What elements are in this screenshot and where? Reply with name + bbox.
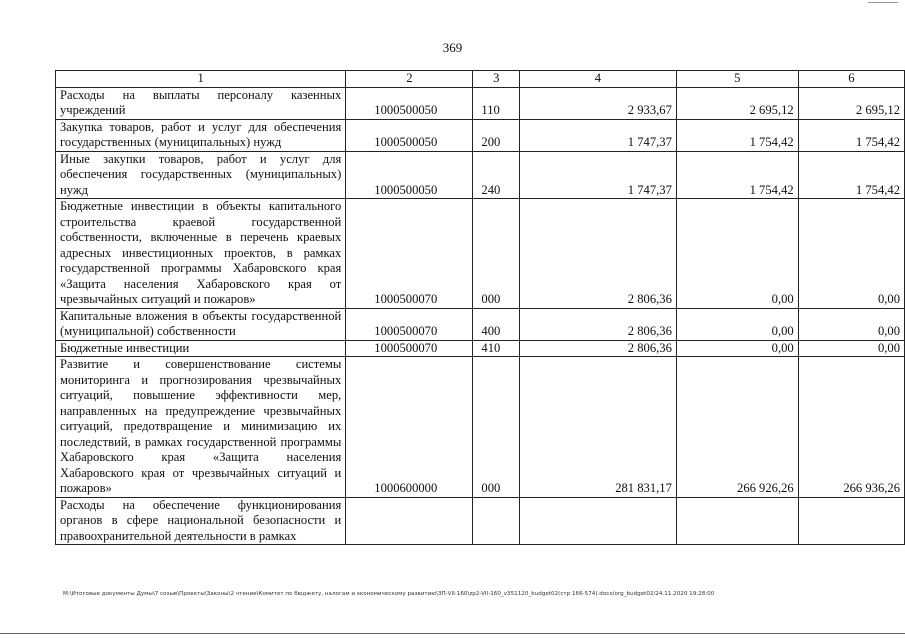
row-value-5 (676, 497, 798, 545)
header-col-4: 4 (520, 71, 677, 88)
row-name: Расходы на выплаты персоналу казенных учреждений (56, 87, 346, 119)
header-row (56, 71, 905, 88)
row-value-4: 1 747,37 (520, 151, 677, 199)
row-value-6: 0,00 (798, 340, 904, 357)
header-col-3: 3 (473, 71, 520, 88)
budget-table (55, 70, 905, 545)
row-type: 000 (473, 199, 520, 309)
page-number: 369 (442, 40, 463, 55)
row-value-4: 2 933,67 (520, 87, 677, 119)
row-value-4: 2 806,36 (520, 340, 677, 357)
row-value-4: 2 806,36 (520, 308, 677, 340)
row-value-4: 2 806,36 (520, 199, 677, 309)
row-code: 1000500070 (346, 199, 473, 309)
file-path-footer: M:\Итоговые документы Думы\7 созыв\Проекты\Законы\2 чтение\Комитет по бюджету, налогам и экономическому развитию\ЗП-VII-160\zp2-VII-160_v351120_budget02(стр 166-574).docx/org_budget02/24.11.2020 19:28:00 (63, 591, 715, 597)
table-row (56, 87, 905, 119)
row-value-5: 1 754,42 (676, 151, 798, 199)
row-name: Бюджетные инвестиции (56, 340, 346, 357)
row-value-5: 266 926,26 (676, 357, 798, 498)
row-code (346, 497, 473, 545)
row-type: 240 (473, 151, 520, 199)
table-row (56, 308, 905, 340)
table-row (56, 119, 905, 151)
row-type: 200 (473, 119, 520, 151)
row-value-5: 1 754,42 (676, 119, 798, 151)
row-value-6: 0,00 (798, 199, 904, 309)
row-value-6: 2 695,12 (798, 87, 904, 119)
header-col-1: 1 (56, 71, 346, 88)
table-row (56, 357, 905, 498)
row-value-4: 281 831,17 (520, 357, 677, 498)
header-col-6: 6 (798, 71, 904, 88)
table-row (56, 199, 905, 309)
row-value-6: 0,00 (798, 308, 904, 340)
row-value-6: 266 936,26 (798, 357, 904, 498)
row-type: 000 (473, 357, 520, 498)
row-code: 1000600000 (346, 357, 473, 498)
row-value-6 (798, 497, 904, 545)
row-name: Развитие и совершенствование системы мониторинга и прогнозирования чрезвычайных ситуаций, повышение эффективности мер, направленных на предупреждение чрезвычайных ситуаций, предотвращение и минимизацию их последствий, в рамках государственной программы Хабаровского края «Защита населения Хабаровского края от чрезвычайных ситуаций и пожаров» (56, 357, 346, 498)
header-col-2: 2 (346, 71, 473, 88)
row-value-5: 0,00 (676, 308, 798, 340)
row-name: Иные закупки товаров, работ и услуг для обеспечения государственных (муниципальных) нужд (56, 151, 346, 199)
row-name: Расходы на обеспечение функционирования органов в сфере национальной безопасности и правоохранительной деятельности в рамках (56, 497, 346, 545)
row-type: 410 (473, 340, 520, 357)
row-value-5: 0,00 (676, 199, 798, 309)
row-name: Капитальные вложения в объекты государственной (муниципальной) собственности (56, 308, 346, 340)
row-code: 1000500050 (346, 151, 473, 199)
row-code: 1000500050 (346, 87, 473, 119)
row-code: 1000500050 (346, 119, 473, 151)
row-value-5: 0,00 (676, 340, 798, 357)
table-row (56, 151, 905, 199)
row-code: 1000500070 (346, 340, 473, 357)
row-value-4: 1 747,37 (520, 119, 677, 151)
row-value-6: 1 754,42 (798, 151, 904, 199)
row-type: 400 (473, 308, 520, 340)
row-value-6: 1 754,42 (798, 119, 904, 151)
row-value-4 (520, 497, 677, 545)
row-value-5: 2 695,12 (676, 87, 798, 119)
row-type: 110 (473, 87, 520, 119)
corner-mark (868, 2, 898, 3)
row-code: 1000500070 (346, 308, 473, 340)
bottom-rule (0, 633, 905, 634)
row-name: Бюджетные инвестиции в объекты капитального строительства краевой государственной собственности, включенные в перечень краевых адресных инвестиционных проектов, в рамках государственной программы Хабаровского края «Защита населения Хабаровского края от чрезвычайных ситуаций и пожаров» (56, 199, 346, 309)
header-col-5: 5 (676, 71, 798, 88)
row-name: Закупка товаров, работ и услуг для обеспечения государственных (муниципальных) нужд (56, 119, 346, 151)
table-row (56, 497, 905, 545)
row-type (473, 497, 520, 545)
table-row (56, 340, 905, 357)
